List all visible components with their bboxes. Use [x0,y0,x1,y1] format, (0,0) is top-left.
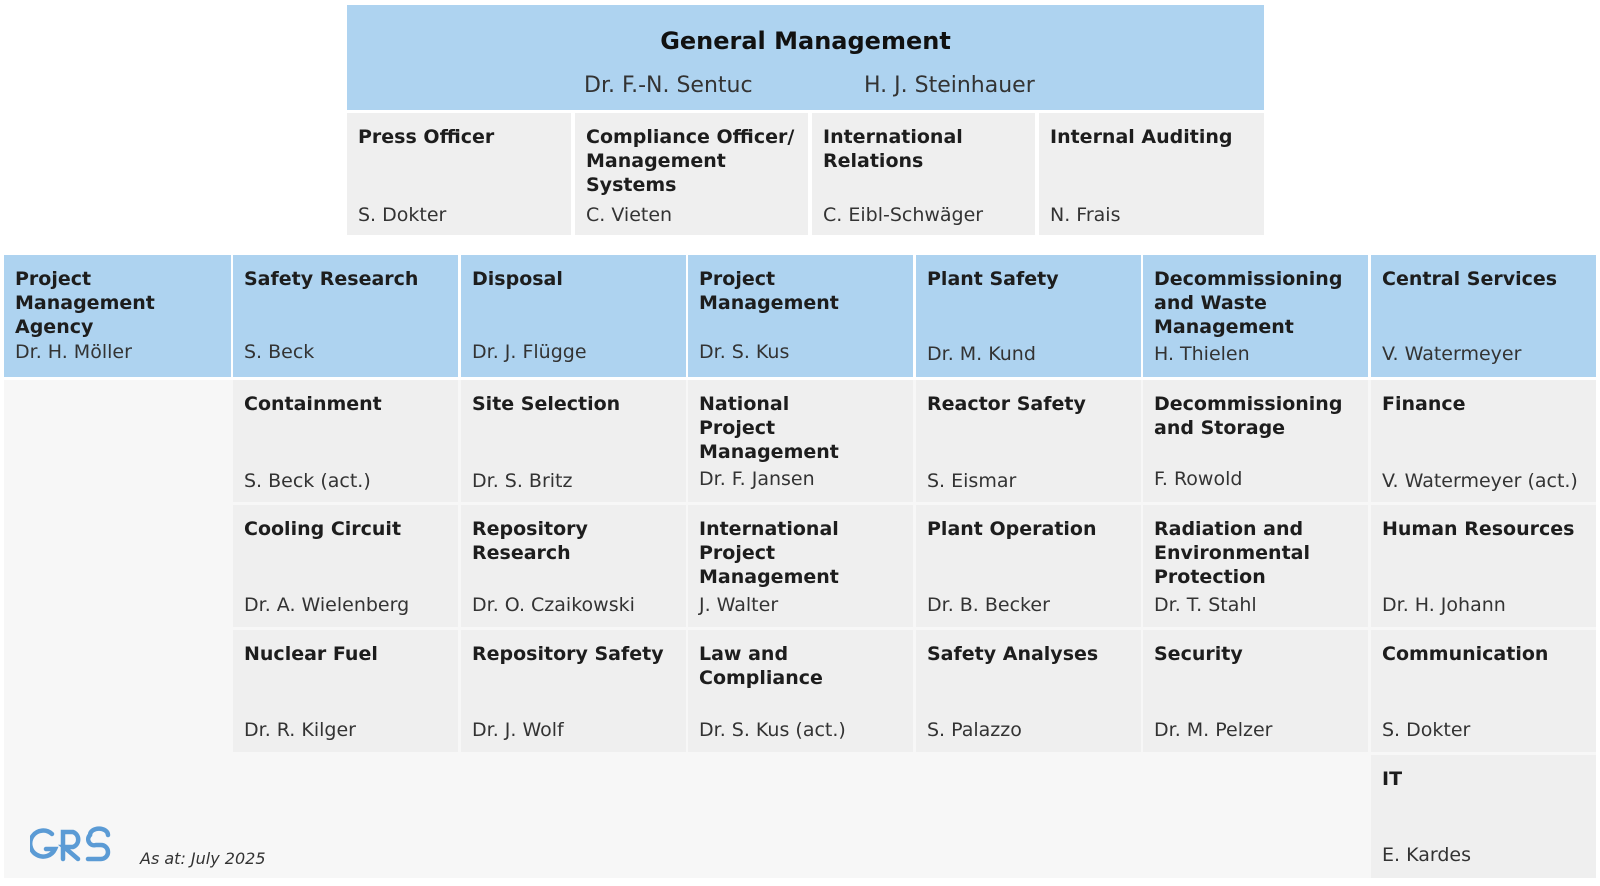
division-head: Dr. M. Kund [927,343,1036,365]
department-head: Dr. H. Johann [1382,594,1506,616]
department-repository-research [461,505,686,627]
department-title: Law and Compliance [699,643,823,689]
division-head: Dr. S. Kus [699,341,790,363]
department-safety-analyses [916,630,1141,752]
division-project-management [688,255,913,377]
division-head: H. Thielen [1154,343,1250,365]
department-plant-operation [916,505,1141,627]
division-safety-research [233,255,458,377]
department-it [1371,755,1596,878]
staff-unit-international-relations [812,113,1035,235]
department-head: J. Walter [699,594,779,616]
department-title: Repository Research [472,518,588,564]
department-head: Dr. M. Pelzer [1154,719,1273,741]
department-law-and-compliance [688,630,913,752]
department-head: S. Eismar [927,470,1017,492]
department-title: Safety Analyses [927,643,1099,665]
division-head: Dr. H. Möller [15,341,132,363]
staff-unit-title: Internal Auditing [1050,126,1233,148]
division-head: V. Watermeyer [1382,343,1522,365]
department-title: IT [1382,768,1403,790]
staff-unit-head: C. Vieten [586,204,673,226]
department-title: Decommissioning and Storage [1154,393,1343,439]
department-title: Plant Operation [927,518,1097,540]
staff-unit-internal-auditing [1039,113,1264,235]
department-head: Dr. S. Britz [472,470,573,492]
staff-unit-head: S. Dokter [358,204,447,226]
department-head: Dr. B. Becker [927,594,1050,616]
general-manager-name: H. J. Steinhauer [864,73,1035,98]
division-title: Project Management Agency [15,268,155,338]
department-head: Dr. F. Jansen [699,468,815,490]
department-title: National Project Management [699,393,839,463]
department-title: Reactor Safety [927,393,1086,415]
grs-logo [30,825,114,865]
grs-logo-icon [30,825,114,865]
department-national-project-management [688,380,913,502]
department-head: S. Dokter [1382,719,1471,741]
department-title: Finance [1382,393,1466,415]
staff-unit-press-officer [347,113,571,235]
general-management-title: General Management [660,27,951,55]
department-title: Containment [244,393,382,415]
department-head: Dr. T. Stahl [1154,594,1257,616]
department-containment [233,380,458,502]
division-decommissioning-waste-management [1143,255,1368,377]
department-security [1143,630,1368,752]
department-head: Dr. O. Czaikowski [472,594,635,616]
department-title: Human Resources [1382,518,1575,540]
department-title: Radiation and Environmental Protection [1154,518,1310,588]
department-site-selection [461,380,686,502]
department-head: V. Watermeyer (act.) [1382,470,1578,492]
staff-unit-head: N. Frais [1050,204,1121,226]
as-at-date: As at: July 2025 [140,849,266,868]
department-nuclear-fuel [233,630,458,752]
department-title: International Project Management [699,518,839,588]
department-repository-safety [461,630,686,752]
department-head: Dr. R. Kilger [244,719,356,741]
division-head: S. Beck [244,341,315,363]
staff-unit-title: Press Officer [358,126,495,148]
staff-unit-title: Compliance Officer/ Management Systems [586,126,795,196]
division-title: Plant Safety [927,268,1059,290]
staff-unit-title: International Relations [823,126,963,172]
department-cooling-circuit [233,505,458,627]
division-title: Safety Research [244,268,419,290]
division-title: Central Services [1382,268,1558,290]
department-international-project-management [688,505,913,627]
department-decommissioning-and-storage [1143,380,1368,502]
department-radiation-environmental-protection [1143,505,1368,627]
division-plant-safety [916,255,1141,377]
staff-unit-compliance-officer [575,113,808,235]
department-head: Dr. J. Wolf [472,719,564,741]
department-head: E. Kardes [1382,844,1471,866]
department-head: S. Beck (act.) [244,470,371,492]
department-head: F. Rowold [1154,468,1243,490]
division-title: Project Management [699,268,839,314]
department-human-resources [1371,505,1596,627]
general-manager-name: Dr. F.-N. Sentuc [584,73,753,98]
department-finance [1371,380,1596,502]
staff-unit-head: C. Eibl-Schwäger [823,204,984,226]
division-title: Decommissioning and Waste Management [1154,268,1343,338]
department-title: Cooling Circuit [244,518,402,540]
department-head: Dr. S. Kus (act.) [699,719,846,741]
department-title: Security [1154,643,1243,665]
department-title: Repository Safety [472,643,664,665]
department-title: Nuclear Fuel [244,643,378,665]
general-management-box [347,5,1264,110]
division-project-management-agency [4,255,231,377]
division-central-services [1371,255,1596,377]
department-reactor-safety [916,380,1141,502]
division-title: Disposal [472,268,563,290]
department-communication [1371,630,1596,752]
department-title: Communication [1382,643,1549,665]
department-title: Site Selection [472,393,621,415]
department-head: S. Palazzo [927,719,1022,741]
division-head: Dr. J. Flügge [472,341,587,363]
division-disposal [461,255,686,377]
department-head: Dr. A. Wielenberg [244,594,410,616]
